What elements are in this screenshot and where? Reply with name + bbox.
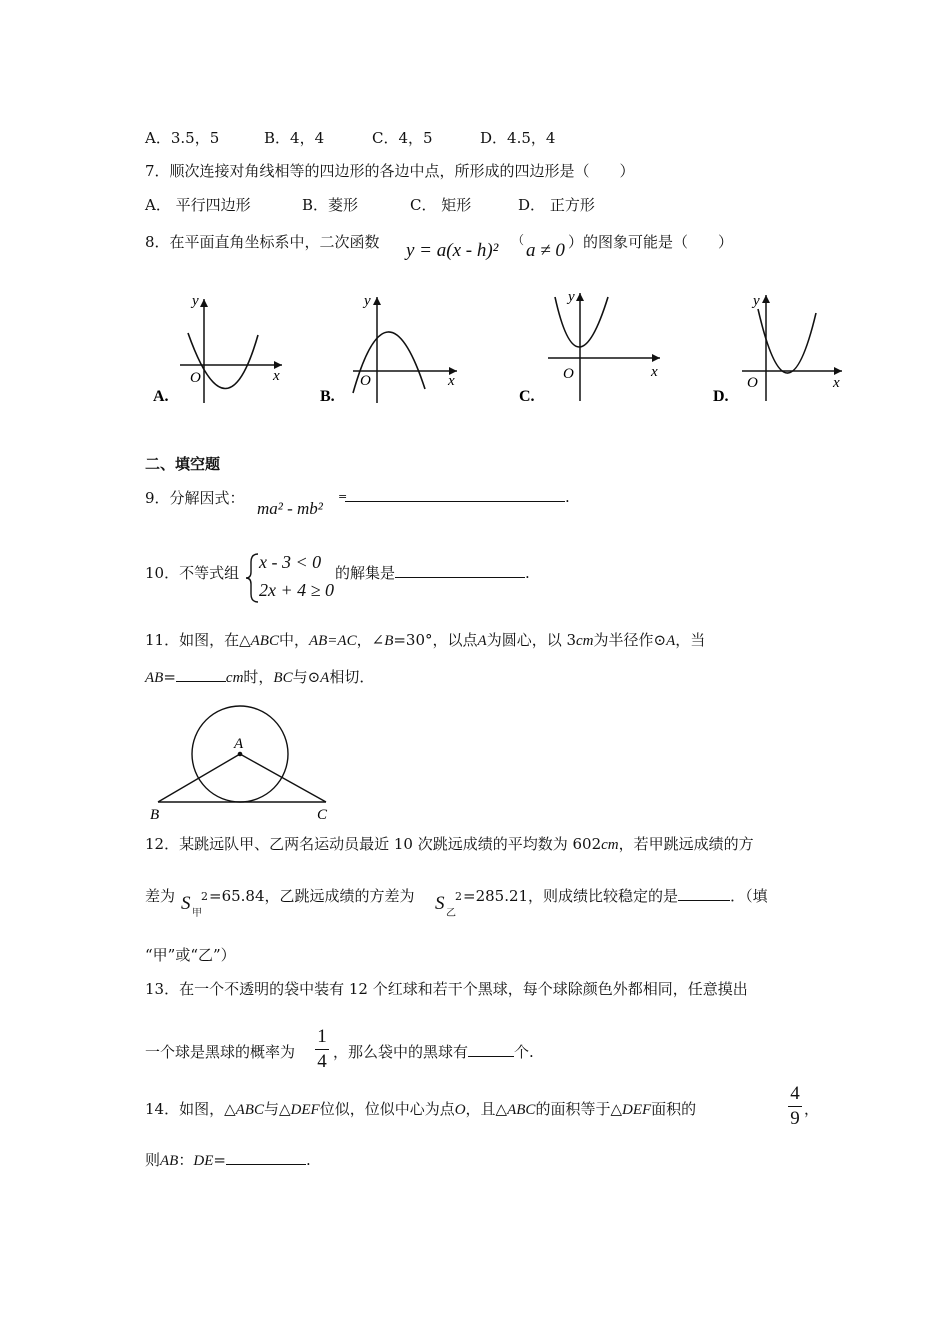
q7-option-a: A． 平行四边形: [145, 196, 251, 214]
q12-blank[interactable]: [678, 886, 730, 901]
q12-sup-jia: 2: [201, 890, 208, 903]
q13-line1: 13．在一个不透明的袋中装有 12 个红球和若干个黑球，每个球除颜色外都相同，任意摸出: [145, 980, 748, 998]
graph-d-x: x: [833, 375, 840, 391]
q14-line1: 14．如图，△ABC与△DEF位似，位似中心为点O，且△ABC的面积等于△DEF面积的: [145, 1100, 697, 1118]
graph-a-label: A.: [153, 388, 169, 405]
q12-val-yi: =285.21，则成绩比较稳定的是 ．（填: [463, 887, 768, 905]
q6-option-b: B．4，4: [264, 129, 325, 147]
q8-paren: （: [512, 233, 525, 247]
section-title: 二、填空题: [145, 455, 221, 473]
q14-line2: 则AB：DE= .: [145, 1151, 311, 1169]
graph-b-x: x: [448, 373, 455, 389]
q14-blank[interactable]: [226, 1150, 306, 1165]
q6-option-a: A．3.5，5: [145, 129, 220, 147]
graph-a-x: x: [273, 368, 280, 384]
q11-line1: 11．如图，在△ABC中，AB=AC，∠B=30°，以点A为圆心，以 3cm为半径作⊙A，当: [145, 631, 706, 649]
q12-line1: 12．某跳远队甲、乙两名运动员最近 10 次跳远成绩的平均数为 602cm，若甲跳远成绩的方: [145, 835, 754, 853]
q12-sub-jia: 甲: [192, 908, 202, 919]
graph-a: [140, 285, 290, 410]
q8-stem-end: ）的图象可能是（ ）: [568, 233, 734, 251]
q11-fig-a: A: [234, 736, 244, 752]
q13-line2-a: 一个球是黑球的概率为: [145, 1043, 296, 1061]
q12-sup-yi: 2: [455, 890, 462, 903]
q10-blank[interactable]: [395, 563, 525, 578]
q11-blank[interactable]: [176, 667, 226, 682]
graph-d-label: D.: [713, 388, 729, 405]
q12-line2: 差为: [145, 887, 176, 905]
graph-c-x: x: [651, 364, 658, 380]
q13-fraction: 1 4: [315, 1026, 329, 1073]
q8-condition: a ≠ 0: [526, 240, 565, 261]
q14-comma: ，: [804, 1100, 820, 1118]
q10-line2: 2x + 4 ≥ 0: [259, 580, 335, 600]
q12-line3: “甲”或“乙”）: [145, 946, 236, 964]
graph-c-y: y: [568, 289, 575, 305]
graph-b: [315, 285, 465, 410]
q13-line2-b: ，那么袋中的黑球有 个.: [333, 1043, 534, 1061]
q12-sub-yi: 乙: [446, 908, 456, 919]
q6-option-c: C．4，5: [372, 129, 433, 147]
graph-b-y: y: [364, 293, 371, 309]
graph-b-label: B.: [320, 388, 335, 405]
q8-formula: y = a(x - h)²: [406, 240, 499, 261]
q12-val-jia: =65.84，乙跳远成绩的方差为: [209, 887, 415, 905]
q7-stem: 7．顺次连接对角线相等的四边形的各边中点，所形成的四边形是（ ）: [145, 162, 635, 180]
q7-option-d: D． 正方形: [518, 196, 595, 214]
q8-stem: 8．在平面直角坐标系中，二次函数: [145, 233, 380, 251]
graph-d-y: y: [753, 293, 760, 309]
graph-c-label: C.: [519, 388, 535, 405]
graph-a-origin: O: [190, 370, 201, 386]
q9-equals: =: [338, 490, 348, 503]
graph-c: [510, 283, 670, 410]
q13-blank[interactable]: [468, 1042, 514, 1057]
graph-d: [700, 283, 850, 410]
q6-option-d: D．4.5，4: [480, 129, 556, 147]
graph-b-origin: O: [360, 373, 371, 389]
q9-blank[interactable]: [345, 487, 565, 502]
graph-a-y: y: [192, 293, 199, 309]
q10-after: 的解集是 .: [335, 564, 530, 582]
q7-option-b: B．菱形: [302, 196, 359, 214]
q14-fraction: 4 9: [788, 1083, 802, 1130]
q10-line1: x - 3 < 0: [259, 552, 322, 572]
graph-c-origin: O: [563, 366, 574, 382]
q7-option-c: C． 矩形: [410, 196, 472, 214]
graph-d-origin: O: [747, 375, 758, 391]
q9-answer-line: .: [345, 487, 570, 506]
q12-s-yi: S: [435, 893, 445, 914]
q11-fig-b: B: [150, 807, 160, 823]
q11-figure: [140, 700, 350, 825]
q9-expr: ma² - mb²: [257, 499, 323, 518]
q10-stem: 10．不等式组: [145, 564, 240, 582]
q9-stem: 9．分解因式：: [145, 489, 245, 507]
q11-line2: AB= cm时，BC与⊙A相切．: [145, 668, 375, 686]
q12-s-jia: S: [181, 893, 191, 914]
q11-fig-c: C: [317, 807, 328, 823]
